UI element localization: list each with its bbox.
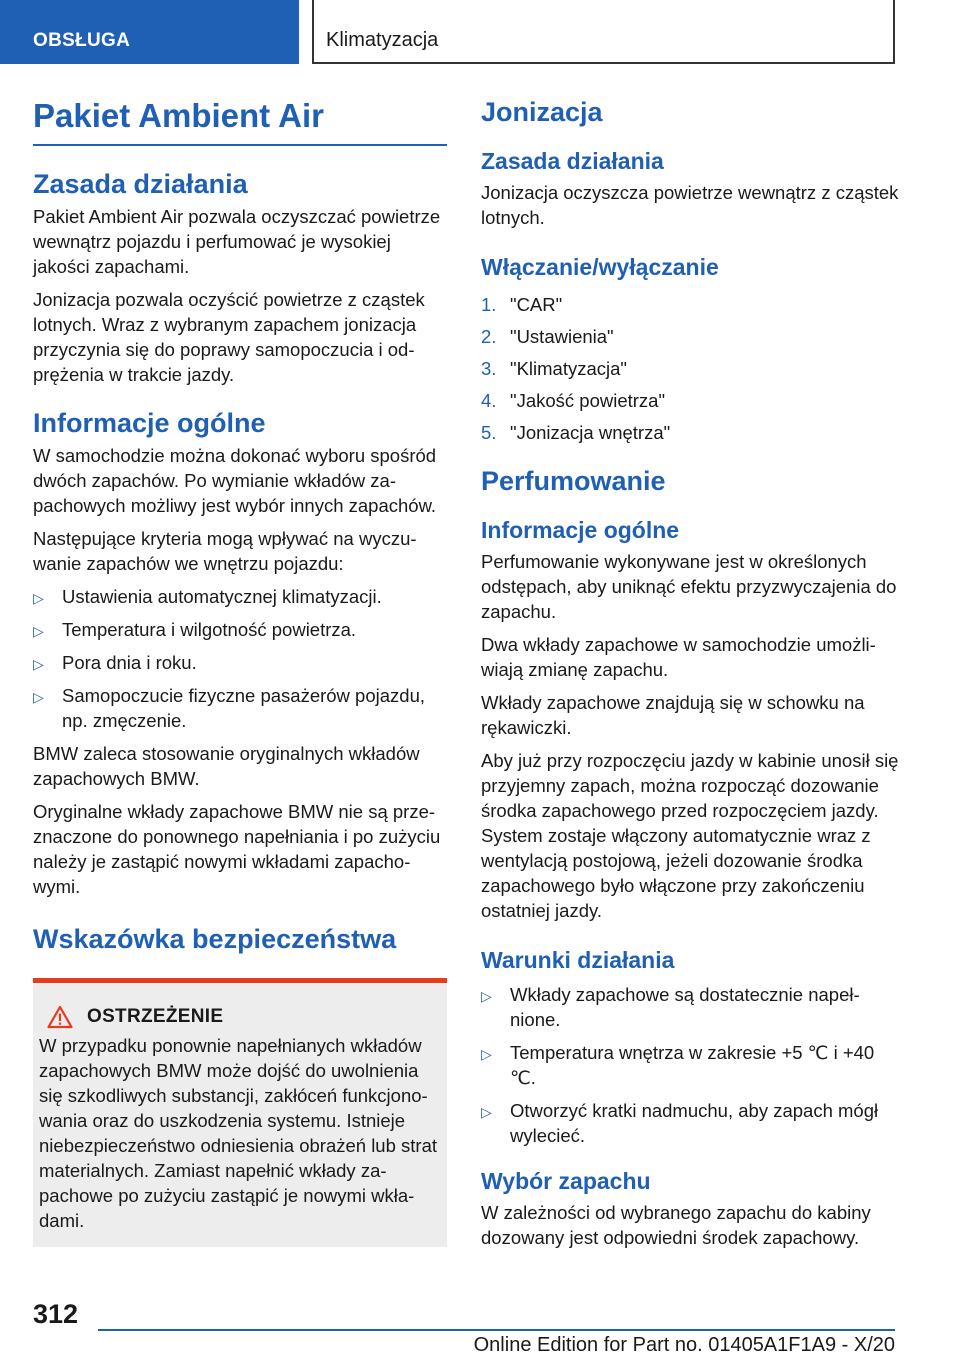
triangle-right-icon: ▷ [481, 1046, 492, 1063]
list-item: ▷ Pora dnia i roku. [33, 650, 447, 675]
list-item: 3. "Klimatyzacja" [481, 357, 627, 379]
chapter-tab [312, 0, 895, 64]
paragraph: Pakiet Ambient Air pozwala oczyszczać powietrze wewnątrz pojazdu i perfumować je wysokiej jakości zapachami. [33, 205, 441, 277]
list-item: 1. "CAR" [481, 293, 563, 315]
list-item: ▷ Samopoczucie fizyczne pasażerów pojazdu, np. zmęczenie. [33, 685, 425, 732]
triangle-right-icon: ▷ [481, 1104, 492, 1121]
list-item: 4. "Jakość powietrza" [481, 389, 666, 411]
paragraph: Jonizacja oczyszcza powietrze wewnątrz z cząstek lotnych. [481, 181, 899, 228]
page-title: Pakiet Ambient Air [33, 96, 447, 146]
heading-jonizacja: Jonizacja [481, 97, 603, 127]
paragraph: Jonizacja pozwala oczyścić powietrze z cząstek lotnych. Wraz z wybranym zapachem jonizacja przyczynia się do poprawy samopoczucia i odprężenia w trakcie jazdy. [33, 288, 425, 385]
heading-onoff: Włączanie/wyłączanie [481, 253, 719, 280]
steps-list [481, 292, 901, 445]
footer-edition: Online Edition for Part no. 01405A1F1A9 - X/20 [473, 1334, 895, 1356]
list-item: ▷ Temperatura i wilgotność powietrza. [33, 617, 447, 642]
heading-safety: Wskazówka bezpieczeństwa [33, 924, 397, 955]
list-item: 5. "Jonizacja wnętrza" [481, 421, 671, 443]
triangle-right-icon: ▷ [33, 656, 44, 673]
paragraph: Dwa wkłady zapachowe w samochodzie umożliwiają zmianę zapachu. [481, 633, 876, 680]
triangle-right-icon: ▷ [33, 623, 44, 640]
heading-warunki: Warunki działania [481, 946, 675, 973]
paragraph: BMW zaleca stosowanie oryginalnych wkładów zapachowych BMW. [33, 743, 420, 790]
criteria-list [33, 584, 447, 733]
paragraph: W zależności od wybranego zapachu do kabiny dozowany jest odpowiedni środek zapachowy. [481, 1201, 871, 1248]
triangle-right-icon: ▷ [33, 689, 44, 706]
heading-informacje: Informacje ogólne [481, 516, 680, 543]
page-number: 312 [33, 1299, 79, 1329]
section-tab [0, 0, 299, 64]
chapter-label: Klimatyzacja [326, 29, 439, 51]
paragraph: Aby już przy rozpoczęciu jazdy w kabinie unosił się przyjemny zapach, można rozpocząć dozowanie środka zapachowego przed rozpoczęciem jazdy. System zostaje włączony automatycznie wraz z wentylacją postojową, jeżeli dozowanie środka zapachowego było włączone przy zakończeniu ostatniej jazdy. [481, 749, 899, 921]
left-column [33, 96, 447, 1247]
heading-zasada: Zasada działania [481, 148, 664, 175]
list-item: ▷ Temperatura wnętrza w zakresie +5 ℃ i +40 ℃. [481, 1042, 875, 1089]
heading-wybor: Wybór zapachu [481, 1168, 651, 1195]
footer-divider [98, 1329, 895, 1331]
paragraph: Wkłady zapachowe znajdują się w schowku na rękawiczki. [481, 691, 865, 738]
warning-text: W przypadku ponownie napełnianych wkładów zapachowych BMW może dojść do uwolnienia się szkodliwych substancji, zakłóceń funkcjonowania oraz do uszkodzenia systemu. Istnieje niebezpieczeństwo odniesienia obrażeń lub strat materialnych. Zamiast napełnić wkłady zapachowe po zużyciu zastąpić je nowymi wkładami. [39, 1034, 438, 1231]
paragraph: Oryginalne wkłady zapachowe BMW nie są przeznaczone do ponownego napełniania i po zużyciu należy je zastąpić nowymi wkładami zapachowymi. [33, 801, 441, 898]
warning-box [33, 978, 447, 1247]
list-item: 2. "Ustawienia" [481, 325, 614, 347]
triangle-right-icon: ▷ [481, 988, 492, 1005]
heading-informacje: Informacje ogólne [33, 407, 266, 438]
triangle-right-icon: ▷ [33, 590, 44, 607]
list-item: ▷ Otworzyć kratki nadmuchu, aby zapach mógł wylecieć. [481, 1100, 879, 1147]
right-column [481, 96, 901, 1250]
conditions-list [481, 982, 901, 1148]
paragraph: Następujące kryteria mogą wpływać na wyczuwanie zapachów we wnętrzu pojazdu: [33, 528, 417, 575]
list-item: ▷ Wkłady zapachowe są dostatecznie napełnione. [481, 984, 860, 1031]
heading-zasada: Zasada działania [33, 168, 248, 199]
heading-perfumowanie: Perfumowanie [481, 465, 666, 496]
paragraph: W samochodzie można dokonać wyboru spośród dwóch zapachów. Po wymianie wkładów zapachowych możliwy jest wybór innych zapachów. [33, 445, 437, 517]
warning-triangle-icon [47, 1005, 73, 1029]
warning-header [39, 1005, 437, 1029]
paragraph: Perfumowanie wykonywane jest w określonych odstępach, aby uniknąć efektu przyzwyczajenia do zapachu. [481, 550, 897, 622]
list-item: ▷ Ustawienia automatycznej klimatyzacji. [33, 584, 447, 609]
warning-label: OSTRZEŻENIE [87, 1005, 224, 1027]
section-label: OBSŁUGA [33, 30, 131, 51]
